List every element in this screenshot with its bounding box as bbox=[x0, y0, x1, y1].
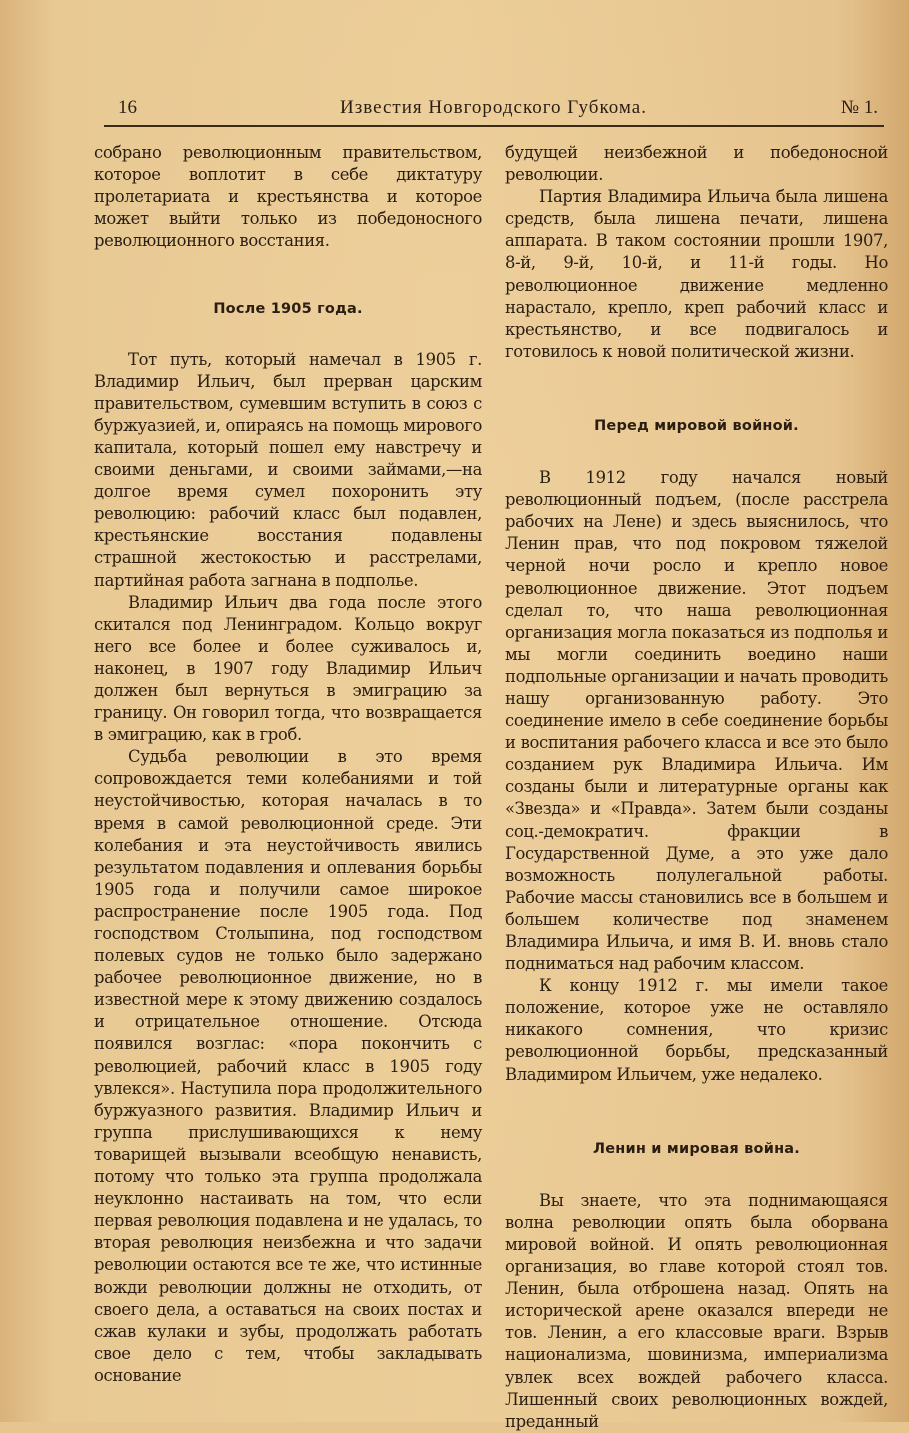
section-heading: Перед мировой войной. bbox=[594, 417, 799, 434]
paragraph: К концу 1912 г. мы имели такое положение, которое уже не оставляло никакого сомнения, что кризис революционной борьбы, предсказанный Владимиром Ильичем, уже недалеко. bbox=[505, 976, 888, 1084]
paragraph: Тот путь, который намечал в 1905 г. Владимир Ильич, был прерван царским правительством, сумевшим вступить в союз с буржуазией, и, опираясь на помощь мирового капитала, который пошел ему навстречу и своими деньгами, и своими займами,—на долгое время сумел похоронить эту революцию: рабочий класс был подавлен, крестьянские восстания подавлены страшной жестокостью и расстрелами, партийная работа загнана в подполье. bbox=[94, 349, 482, 590]
journal-title: Известия Новгородского Губкома. bbox=[340, 97, 647, 118]
left-column bbox=[94, 142, 482, 1387]
paragraph: будущей неизбежной и победоносной революции. bbox=[505, 143, 888, 185]
paragraph: Судьба революции в это время сопровождается теми колебаниями и той неустойчивостью, которая началась в то время в самой революционной среде. Эти колебания и эта неустойчивость явились результатом подавления и оплевания борьбы 1905 года и получили самое широкое распространение после 1905 года. Под господством Столыпина, под господством полевых судов не только было задержано рабочее революционное движение, но в известной мере к этому движению создалось и отрицательное отношение. Отсюда появился возглас: «пора покончить с революцией, рабочий класс в 1905 году увлекся». Наступила пора продолжительного буржуазного развития. Владимир Ильич и группа прислушивающихся к нему товарищей вызывали всеобщую ненависть, потому что только эта группа продолжала неуклонно настаивать на том, что если первая революция подавлена и не удалась, то вторая революция неизбежна и что задачи революции остаются все те же, что истинные вожди революции должны не отходить, от своего дела, а оставаться на своих постах и сжав кулаки и зубы, продолжать работать свое дело с тем, чтобы закладывать основание bbox=[94, 747, 482, 1385]
paragraph: В 1912 году начался новый революционный подъем, (после расстрела рабочих на Лене) и здесь выяснилось, что Ленин прав, что под покровом тяжелой черной ночи росло и крепло новое революционное движение. Этот подъем сделал то, что наша революционная организация могла показаться из подполья и мы могли соединить воедино наши подпольные организации и начать проводить нашу организованную работу. Это соединение имело в себе соединение борьбы и воспитания рабочего класса и все это было созданием рук Владимира Ильича. Им созданы были и литературные органы как «Звезда» и «Правда». Затем были созданы соц.-демократич. фракции в Государственной Думе, а это уже дало возможность полулегальной работы. Рабочие массы становились все в большем и большем количестве под знаменем Владимира Ильича, и имя В. И. вновь стало подниматься над рабочим классом. bbox=[505, 468, 888, 974]
paragraph: собрано революционным правительством, которое воплотит в себе диктатуру пролетариата и крестьянства и которое может выйти только из победоносного революционного восстания. bbox=[94, 143, 482, 251]
paragraph: Партия Владимира Ильича была лишена средств, была лишена печати, лишена аппарата. В таком состоянии прошли 1907, 8-й, 9-й, 10-й, и 11-й годы. Но революционное движение медленно нарастало, крепло, креп рабочий класс и крестьянство, и все подвигалось и готовилось к новой политической жизни. bbox=[505, 187, 888, 361]
page-number: 16 bbox=[118, 97, 137, 118]
right-column bbox=[505, 142, 888, 1433]
section-heading: Ленин и мировая война. bbox=[592, 1140, 800, 1157]
paragraph: Владимир Ильич два года после этого скитался под Ленинградом. Кольцо вокруг него все более и более суживалось и, наконец, в 1907 году Владимир Ильич должен был вернуться в эмиграцию за границу. Он говорил тогда, что возвращается в эмиграцию, как в гроб. bbox=[94, 592, 482, 745]
section-heading: После 1905 года. bbox=[213, 301, 363, 318]
issue-number: № 1. bbox=[840, 97, 878, 118]
page-header bbox=[104, 93, 884, 127]
paragraph: Вы знаете, что эта поднимающаяся волна революции опять была оборвана мировой войной. И опять революционная организация, во главе которой стоял тов. Ленин, была отброшена назад. Опять на исторической арене оказался впереди не тов. Ленин, а его классовые враги. Взрыв национализма, шовинизма, империализма увлек всех вождей рабочего класса. Лишенный своих революционных вождей, преданный bbox=[505, 1190, 888, 1431]
